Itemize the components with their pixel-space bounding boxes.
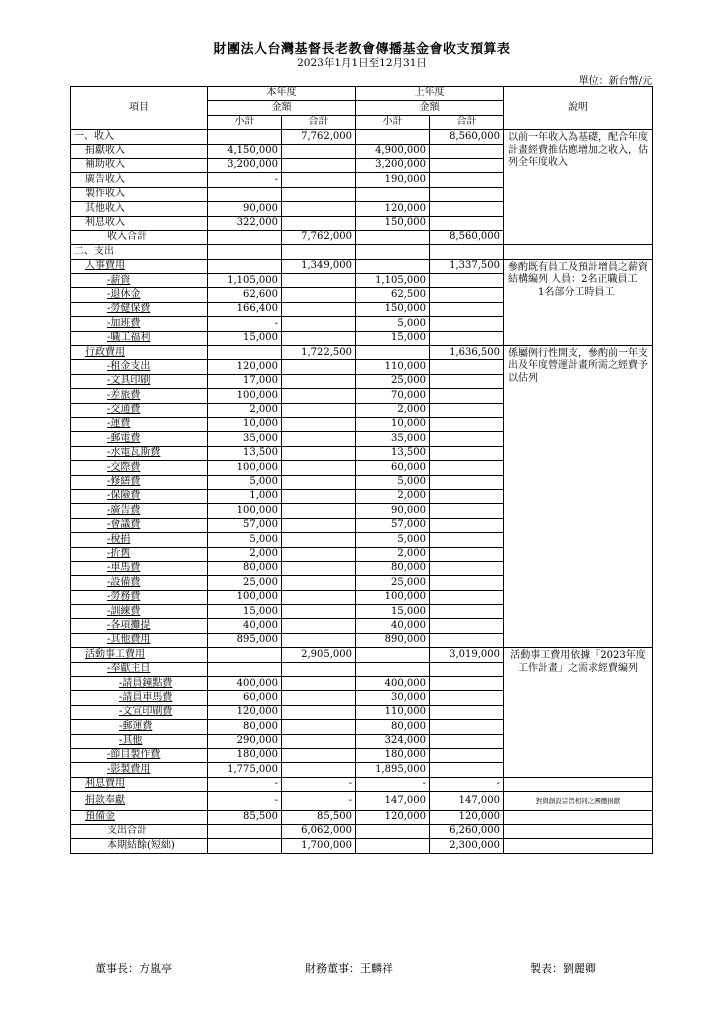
current-subtotal-cell: 895,000 [208, 633, 282, 647]
current-subtotal-cell: 1,000 [208, 489, 282, 503]
current-subtotal-cell: 90,000 [208, 202, 282, 216]
budget-table [70, 86, 653, 854]
table-row [71, 346, 653, 360]
prior-total-cell [430, 432, 504, 446]
current-total-cell [282, 561, 356, 575]
prior-subtotal-cell: 10,000 [356, 417, 430, 431]
current-total-cell [282, 748, 356, 762]
current-subtotal-cell [208, 346, 282, 360]
current-total-cell: 2,905,000 [282, 648, 356, 662]
prior-subtotal-cell: 120,000 [356, 810, 430, 824]
current-subtotal-cell: 35,000 [208, 432, 282, 446]
prior-subtotal-cell: 40,000 [356, 619, 430, 633]
current-total-cell [282, 633, 356, 647]
prior-subtotal-cell: 80,000 [356, 561, 430, 575]
prior-subtotal-cell [356, 662, 430, 676]
note-personnel: 參酌既有員工及預計增員之薪資結構編列 人員：2名正職員工 1名部分工時員工 [504, 259, 653, 345]
current-subtotal-cell: 290,000 [208, 734, 282, 748]
current-total-cell: 85,500 [282, 810, 356, 824]
header-prior-total: 合計 [430, 115, 504, 129]
prior-subtotal-cell: 2,000 [356, 489, 430, 503]
prior-subtotal-cell: 15,000 [356, 605, 430, 619]
prior-total-cell: 1,636,500 [430, 346, 504, 360]
document-period: 2023年1月1日至12月31日 [297, 57, 427, 69]
current-subtotal-cell: 100,000 [208, 461, 282, 475]
current-total-cell [282, 576, 356, 590]
current-total-cell [282, 662, 356, 676]
current-total-cell [282, 317, 356, 331]
current-subtotal-cell: 80,000 [208, 720, 282, 734]
prior-subtotal-cell: 324,000 [356, 734, 430, 748]
footer-chairman: 董事長：方嵐亭 [95, 962, 172, 975]
current-total-cell [282, 374, 356, 388]
prior-total-cell [430, 590, 504, 604]
document-title: 財團法人台灣基督長老教會傳播基金會收支預算表 [213, 42, 511, 57]
current-subtotal-cell [208, 130, 282, 144]
row-label: -郵運費 [71, 720, 208, 734]
row-label: -職工福利 [71, 331, 208, 345]
row-label: -其他費用 [71, 633, 208, 647]
current-total-cell [282, 216, 356, 230]
current-subtotal-cell: 13,500 [208, 446, 282, 460]
prior-subtotal-cell: 70,000 [356, 389, 430, 403]
prior-subtotal-cell: 890,000 [356, 633, 430, 647]
current-total-cell [282, 331, 356, 345]
prior-total-cell: - [430, 777, 504, 791]
current-subtotal-cell [208, 824, 282, 838]
note-empty-cell [504, 245, 653, 259]
header-item: 項目 [71, 87, 208, 130]
prior-total-cell: 6,260,000 [430, 824, 504, 838]
table-row [71, 792, 653, 810]
table-row [71, 777, 653, 791]
row-label: 支出合計 [71, 824, 208, 838]
current-subtotal-cell: 57,000 [208, 518, 282, 532]
current-subtotal-cell: 166,400 [208, 302, 282, 316]
prior-total-cell [430, 403, 504, 417]
row-label: 一、收入 [71, 130, 208, 144]
prior-subtotal-cell [356, 648, 430, 662]
prior-total-cell [430, 187, 504, 201]
current-subtotal-cell: 100,000 [208, 590, 282, 604]
current-total-cell [282, 360, 356, 374]
row-label: -水電瓦斯費 [71, 446, 208, 460]
current-total-cell [282, 245, 356, 259]
current-subtotal-cell: - [208, 173, 282, 187]
current-subtotal-cell: 1,775,000 [208, 763, 282, 777]
prior-subtotal-cell: 62,500 [356, 288, 430, 302]
current-subtotal-cell: 5,000 [208, 533, 282, 547]
prior-subtotal-cell [356, 187, 430, 201]
row-label: -奉獻主日 [71, 662, 208, 676]
prior-subtotal-cell: 180,000 [356, 748, 430, 762]
header-note: 說明 [504, 87, 653, 130]
row-label: -節目製作費 [71, 748, 208, 762]
current-total-cell [282, 763, 356, 777]
row-label: 捐款奉獻 [71, 792, 208, 810]
row-label: 利息收入 [71, 216, 208, 230]
row-label: -訓練費 [71, 605, 208, 619]
current-total-cell [282, 720, 356, 734]
row-label: 捐獻收入 [71, 144, 208, 158]
table-row [71, 245, 653, 259]
current-subtotal-cell: 60,000 [208, 691, 282, 705]
current-subtotal-cell: - [208, 317, 282, 331]
prior-subtotal-cell: 110,000 [356, 360, 430, 374]
current-total-cell [282, 302, 356, 316]
prior-subtotal-cell: 90,000 [356, 504, 430, 518]
prior-subtotal-cell [356, 259, 430, 273]
header-current-total: 合計 [282, 115, 356, 129]
prior-subtotal-cell: 190,000 [356, 173, 430, 187]
current-subtotal-cell: 62,600 [208, 288, 282, 302]
header-row-year [71, 87, 653, 101]
current-subtotal-cell [208, 648, 282, 662]
row-label: 收入合計 [71, 230, 208, 244]
prior-total-cell: 120,000 [430, 810, 504, 824]
current-subtotal-cell: 15,000 [208, 605, 282, 619]
current-subtotal-cell [208, 245, 282, 259]
row-label: 二、支出 [71, 245, 208, 259]
current-total-cell [282, 144, 356, 158]
current-subtotal-cell: 40,000 [208, 619, 282, 633]
prior-subtotal-cell: 147,000 [356, 792, 430, 810]
current-total-cell: 7,762,000 [282, 230, 356, 244]
prior-total-cell [430, 173, 504, 187]
table-row [71, 824, 653, 838]
table-row [71, 130, 653, 144]
prior-subtotal-cell: 60,000 [356, 461, 430, 475]
row-label: 製作收入 [71, 187, 208, 201]
current-total-cell [282, 461, 356, 475]
note-activity: 活動事工費用依據「2023年度工作計畫」之需求經費編列 [504, 648, 653, 778]
current-subtotal-cell [208, 187, 282, 201]
prior-subtotal-cell: 1,895,000 [356, 763, 430, 777]
current-total-cell [282, 705, 356, 719]
current-total-cell: 1,700,000 [282, 839, 356, 853]
prior-total-cell: 3,019,000 [430, 648, 504, 662]
prior-subtotal-cell: 2,000 [356, 547, 430, 561]
current-total-cell [282, 446, 356, 460]
prior-total-cell [430, 561, 504, 575]
current-total-cell [282, 187, 356, 201]
current-total-cell [282, 274, 356, 288]
current-total-cell [282, 158, 356, 172]
prior-total-cell [430, 720, 504, 734]
row-label: 利息費用 [71, 777, 208, 791]
prior-total-cell [430, 489, 504, 503]
current-total-cell [282, 734, 356, 748]
prior-total-cell [430, 475, 504, 489]
current-subtotal-cell: 4,150,000 [208, 144, 282, 158]
table-row [71, 259, 653, 273]
current-total-cell [282, 547, 356, 561]
header-prior-amount: 金額 [356, 101, 504, 115]
row-label: -影製費用 [71, 763, 208, 777]
prior-total-cell [430, 605, 504, 619]
footer-preparer: 製表：劉麗卿 [530, 962, 596, 975]
current-total-cell [282, 677, 356, 691]
current-subtotal-cell: 120,000 [208, 705, 282, 719]
row-label: -退休金 [71, 288, 208, 302]
current-subtotal-cell: 400,000 [208, 677, 282, 691]
row-label: -交際費 [71, 461, 208, 475]
prior-total-cell: 2,300,000 [430, 839, 504, 853]
prior-total-cell [430, 705, 504, 719]
current-subtotal-cell [208, 259, 282, 273]
prior-subtotal-cell: 110,000 [356, 705, 430, 719]
prior-total-cell [430, 547, 504, 561]
note-empty-cell [504, 839, 653, 853]
row-label: -折舊 [71, 547, 208, 561]
current-total-cell: 1,349,000 [282, 259, 356, 273]
current-subtotal-cell: 100,000 [208, 389, 282, 403]
row-label: -差旅費 [71, 389, 208, 403]
row-label: -修繕費 [71, 475, 208, 489]
current-subtotal-cell: 15,000 [208, 331, 282, 345]
prior-total-cell [430, 202, 504, 216]
prior-subtotal-cell: 5,000 [356, 317, 430, 331]
row-label: -郵電費 [71, 432, 208, 446]
current-total-cell [282, 518, 356, 532]
row-label: -各項攤提 [71, 619, 208, 633]
current-total-cell [282, 389, 356, 403]
current-subtotal-cell: 80,000 [208, 561, 282, 575]
prior-total-cell [430, 518, 504, 532]
prior-total-cell [430, 317, 504, 331]
prior-subtotal-cell: 57,000 [356, 518, 430, 532]
footer-finance-director: 財務董事：王麟祥 [305, 962, 393, 975]
row-label: 人事費用 [71, 259, 208, 273]
prior-total-cell [430, 288, 504, 302]
prior-subtotal-cell: 25,000 [356, 576, 430, 590]
current-total-cell [282, 489, 356, 503]
prior-subtotal-cell [356, 230, 430, 244]
prior-subtotal-cell: - [356, 777, 430, 791]
prior-subtotal-cell: 3,200,000 [356, 158, 430, 172]
prior-total-cell [430, 734, 504, 748]
prior-subtotal-cell: 25,000 [356, 374, 430, 388]
current-total-cell: - [282, 792, 356, 810]
prior-subtotal-cell: 120,000 [356, 202, 430, 216]
table-row [71, 810, 653, 824]
current-subtotal-cell [208, 839, 282, 853]
row-label: 補助收入 [71, 158, 208, 172]
prior-total-cell [430, 677, 504, 691]
row-label: 其他收入 [71, 202, 208, 216]
prior-total-cell: 8,560,000 [430, 230, 504, 244]
row-label: -勞健保費 [71, 302, 208, 316]
current-total-cell: 7,762,000 [282, 130, 356, 144]
row-label: -其他 [71, 734, 208, 748]
row-label: -請員鐘點費 [71, 677, 208, 691]
current-subtotal-cell: 25,000 [208, 576, 282, 590]
current-total-cell [282, 475, 356, 489]
prior-subtotal-cell: 80,000 [356, 720, 430, 734]
current-subtotal-cell: 10,000 [208, 417, 282, 431]
current-subtotal-cell: - [208, 777, 282, 791]
note-income: 以前一年收入為基礎，配合年度計畫經費推估應增加之收入，估列全年度收入 [504, 130, 653, 245]
prior-subtotal-cell [356, 130, 430, 144]
current-total-cell [282, 619, 356, 633]
prior-total-cell [430, 619, 504, 633]
prior-subtotal-cell: 1,105,000 [356, 274, 430, 288]
current-subtotal-cell: 85,500 [208, 810, 282, 824]
prior-total-cell [430, 461, 504, 475]
budget-table-body [71, 87, 653, 854]
row-label: -廣告費 [71, 504, 208, 518]
prior-total-cell [430, 158, 504, 172]
note-donation: 對與創設宗旨相同之團體捐獻 [504, 792, 653, 810]
prior-total-cell [430, 144, 504, 158]
current-subtotal-cell: 120,000 [208, 360, 282, 374]
row-label: -交通費 [71, 403, 208, 417]
prior-total-cell: 1,337,500 [430, 259, 504, 273]
prior-total-cell [430, 274, 504, 288]
row-label: -車馬費 [71, 561, 208, 575]
prior-total-cell [430, 748, 504, 762]
prior-subtotal-cell: 4,900,000 [356, 144, 430, 158]
header-current-year: 本年度 [208, 87, 356, 101]
prior-subtotal-cell: 150,000 [356, 216, 430, 230]
row-label: -稅捐 [71, 533, 208, 547]
prior-total-cell [430, 389, 504, 403]
current-total-cell: 1,722,500 [282, 346, 356, 360]
note-empty-cell [504, 824, 653, 838]
current-subtotal-cell: 2,000 [208, 403, 282, 417]
current-total-cell [282, 202, 356, 216]
current-total-cell [282, 605, 356, 619]
header-prior-subtotal: 小計 [356, 115, 430, 129]
row-label: -請員車馬費 [71, 691, 208, 705]
prior-total-cell [430, 633, 504, 647]
current-total-cell [282, 288, 356, 302]
note-admin: 係屬例行性開支，參酌前一年支出及年度營運計畫所需之經費予以估列 [504, 346, 653, 648]
row-label: -文具印刷 [71, 374, 208, 388]
prior-total-cell [430, 245, 504, 259]
row-label: 廣告收入 [71, 173, 208, 187]
current-total-cell [282, 173, 356, 187]
prior-subtotal-cell [356, 245, 430, 259]
row-label: -設備費 [71, 576, 208, 590]
row-label: 本期結餘(短絀) [71, 839, 208, 853]
prior-subtotal-cell: 5,000 [356, 475, 430, 489]
row-label: -文宣印刷費 [71, 705, 208, 719]
current-subtotal-cell: 100,000 [208, 504, 282, 518]
prior-total-cell [430, 302, 504, 316]
prior-subtotal-cell: 100,000 [356, 590, 430, 604]
prior-total-cell [430, 216, 504, 230]
current-subtotal-cell: 180,000 [208, 748, 282, 762]
prior-total-cell [430, 504, 504, 518]
current-subtotal-cell [208, 662, 282, 676]
prior-subtotal-cell [356, 346, 430, 360]
prior-subtotal-cell: 30,000 [356, 691, 430, 705]
row-label: -保險費 [71, 489, 208, 503]
prior-subtotal-cell: 150,000 [356, 302, 430, 316]
prior-subtotal-cell: 5,000 [356, 533, 430, 547]
header-current-subtotal: 小計 [208, 115, 282, 129]
note-empty-cell [504, 810, 653, 824]
prior-total-cell [430, 417, 504, 431]
prior-total-cell [430, 576, 504, 590]
prior-total-cell [430, 763, 504, 777]
current-total-cell [282, 590, 356, 604]
prior-total-cell: 8,560,000 [430, 130, 504, 144]
current-subtotal-cell: 17,000 [208, 374, 282, 388]
current-total-cell [282, 417, 356, 431]
prior-total-cell [430, 662, 504, 676]
current-total-cell [282, 432, 356, 446]
current-total-cell [282, 533, 356, 547]
prior-total-cell [430, 533, 504, 547]
row-label: -薪資 [71, 274, 208, 288]
prior-subtotal-cell: 15,000 [356, 331, 430, 345]
row-label: 預備金 [71, 810, 208, 824]
prior-subtotal-cell: 13,500 [356, 446, 430, 460]
prior-subtotal-cell [356, 824, 430, 838]
currency-unit: 單位：新台幣/元 [578, 76, 652, 87]
current-subtotal-cell: 3,200,000 [208, 158, 282, 172]
current-total-cell [282, 691, 356, 705]
prior-total-cell [430, 691, 504, 705]
prior-subtotal-cell: 35,000 [356, 432, 430, 446]
prior-total-cell [430, 331, 504, 345]
table-row [71, 648, 653, 662]
prior-total-cell [430, 446, 504, 460]
row-label: -勞務費 [71, 590, 208, 604]
current-subtotal-cell: 1,105,000 [208, 274, 282, 288]
prior-subtotal-cell [356, 839, 430, 853]
row-label: -加班費 [71, 317, 208, 331]
prior-total-cell [430, 360, 504, 374]
current-subtotal-cell [208, 230, 282, 244]
row-label: 活動事工費用 [71, 648, 208, 662]
prior-total-cell [430, 374, 504, 388]
prior-subtotal-cell: 400,000 [356, 677, 430, 691]
row-label: -會議費 [71, 518, 208, 532]
current-subtotal-cell: 322,000 [208, 216, 282, 230]
row-label: -運費 [71, 417, 208, 431]
row-label: -租金支出 [71, 360, 208, 374]
current-total-cell [282, 403, 356, 417]
current-total-cell: - [282, 777, 356, 791]
note-empty-cell [504, 777, 653, 791]
header-current-amount: 金額 [208, 101, 356, 115]
current-total-cell: 6,062,000 [282, 824, 356, 838]
header-prior-year: 上年度 [356, 87, 504, 101]
current-total-cell [282, 504, 356, 518]
current-subtotal-cell: 5,000 [208, 475, 282, 489]
current-subtotal-cell: 2,000 [208, 547, 282, 561]
prior-subtotal-cell: 2,000 [356, 403, 430, 417]
prior-total-cell: 147,000 [430, 792, 504, 810]
table-row [71, 839, 653, 853]
row-label: 行政費用 [71, 346, 208, 360]
current-subtotal-cell: - [208, 792, 282, 810]
